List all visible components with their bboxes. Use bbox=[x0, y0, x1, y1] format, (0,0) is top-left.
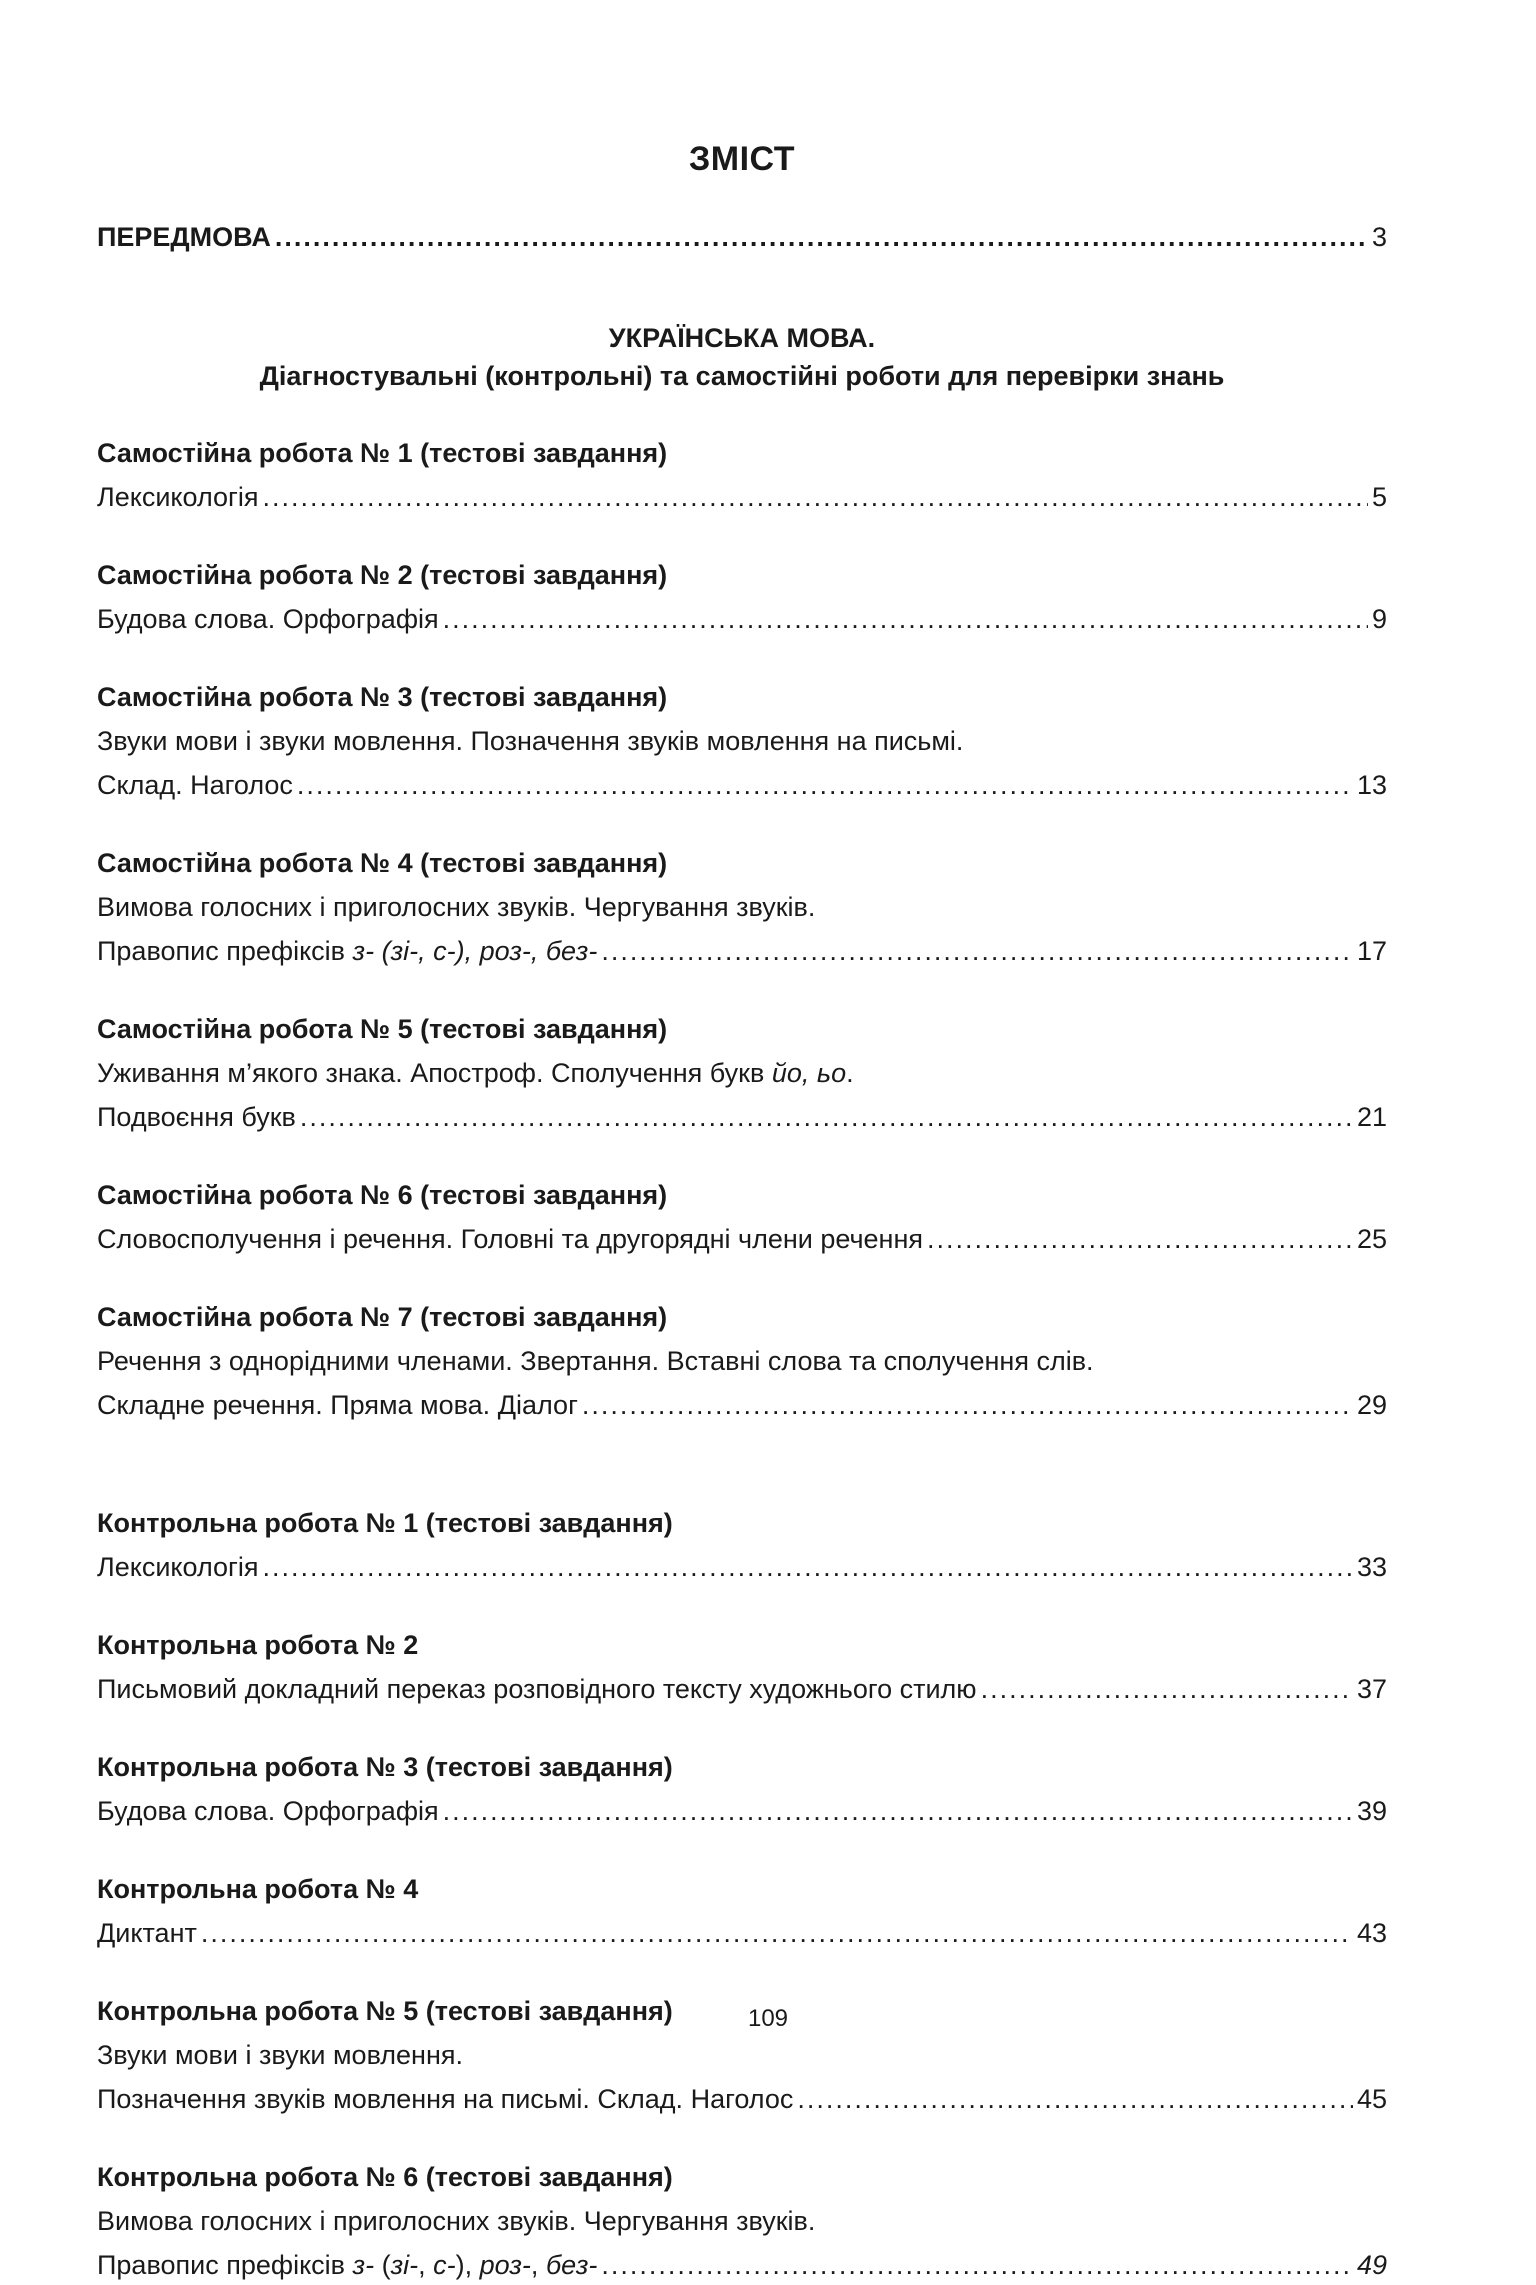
entry-label bbox=[97, 1791, 439, 1831]
entry-page: 45 bbox=[1356, 2084, 1387, 2114]
leader-dots bbox=[300, 1097, 1353, 1137]
leader-dots bbox=[927, 1219, 1353, 1259]
entry-line bbox=[97, 2035, 1387, 2075]
leader-dots bbox=[275, 217, 1368, 257]
toc-group bbox=[97, 1869, 1387, 1953]
entry-page: 13 bbox=[1356, 770, 1387, 800]
entry-label-text: Будова слова. Орфографія bbox=[97, 604, 439, 634]
toc-group bbox=[97, 555, 1387, 639]
prefix-fragment: , bbox=[530, 2250, 546, 2280]
entry-label-text: Склад. Наголос bbox=[97, 770, 293, 800]
toc-group bbox=[97, 843, 1387, 971]
toc-entry[interactable] bbox=[97, 1791, 1387, 1831]
entry-label bbox=[97, 1219, 923, 1259]
entry-label bbox=[97, 1913, 197, 1953]
entry-page: 25 bbox=[1356, 1224, 1387, 1254]
entry-heading: Контрольна робота № 6 (тестові завдання) bbox=[97, 2162, 673, 2192]
entry-label bbox=[97, 1097, 296, 1137]
prefix-fragment: з- bbox=[352, 2250, 375, 2280]
entry-page: 5 bbox=[1371, 482, 1387, 512]
entry-heading: Самостійна робота № 7 (тестові завдання) bbox=[97, 1302, 668, 1332]
entry-heading: Самостійна робота № 4 (тестові завдання) bbox=[97, 848, 668, 878]
toc-group bbox=[97, 1747, 1387, 1831]
leader-dots bbox=[582, 1385, 1353, 1425]
section-heading bbox=[97, 319, 1387, 395]
toc-group bbox=[97, 677, 1387, 805]
toc-entry[interactable] bbox=[97, 477, 1387, 517]
entry-label: ПЕРЕДМОВА bbox=[97, 222, 271, 252]
entry-page: 17 bbox=[1356, 936, 1387, 966]
entry-page: 9 bbox=[1371, 604, 1387, 634]
prefix-fragment: ( bbox=[374, 2250, 391, 2280]
entry-line-text: Вимова голосних і приголосних звуків. Чергування звуків. bbox=[97, 2206, 816, 2236]
prefix-fragment: ), bbox=[455, 2250, 480, 2280]
entry-line-text: Уживання м’якого знака. Апостроф. Сполучення букв bbox=[97, 1058, 772, 1088]
entry-page: 49 bbox=[1356, 2250, 1387, 2280]
entry-label bbox=[97, 765, 293, 805]
entry-heading: Самостійна робота № 3 (тестові завдання) bbox=[97, 682, 668, 712]
entry-label-text: Лексикологія bbox=[97, 482, 259, 512]
entry-label-text: Позначення звуків мовлення на письмі. Склад. Наголос bbox=[97, 2084, 794, 2114]
leader-dots bbox=[981, 1669, 1353, 1709]
entry-line-text: Вимова голосних і приголосних звуків. Чергування звуків. bbox=[97, 892, 816, 922]
section-subtitle: Діагностувальні (контрольні) та самостійні роботи для перевірки знань bbox=[259, 361, 1225, 391]
toc-entry-preface[interactable] bbox=[97, 217, 1387, 257]
entry-heading: Самостійна робота № 1 (тестові завдання) bbox=[97, 438, 668, 468]
entry-page: 39 bbox=[1356, 1796, 1387, 1826]
entry-label-text: Письмовий докладний переказ розповідного тексту художнього стилю bbox=[97, 1674, 977, 1704]
entry-line-end: . bbox=[846, 1058, 854, 1088]
toc-group bbox=[97, 1297, 1387, 1425]
toc-entry[interactable] bbox=[97, 1547, 1387, 1587]
entry-line-text: Звуки мови і звуки мовлення. Позначення звуків мовлення на письмі. bbox=[97, 726, 964, 756]
toc-entry[interactable] bbox=[97, 1097, 1387, 1137]
prefix-fragment: , bbox=[418, 2250, 434, 2280]
toc-page bbox=[97, 0, 1387, 2285]
page-number: 109 bbox=[747, 2005, 789, 2032]
control-works-list bbox=[97, 1503, 1387, 2285]
toc-entry[interactable] bbox=[97, 599, 1387, 639]
toc-entry[interactable] bbox=[97, 765, 1387, 805]
leader-dots bbox=[263, 1547, 1353, 1587]
entry-label-text: Лексикологія bbox=[97, 1552, 259, 1582]
entry-page: 3 bbox=[1371, 222, 1387, 252]
entry-heading: Самостійна робота № 5 (тестові завдання) bbox=[97, 1014, 668, 1044]
entry-line bbox=[97, 2201, 1387, 2241]
toc-entry[interactable] bbox=[97, 2245, 1387, 2285]
entry-label bbox=[97, 1669, 977, 1709]
entry-heading: Контрольна робота № 5 (тестові завдання) bbox=[97, 1996, 673, 2026]
entry-line bbox=[97, 887, 1387, 927]
entry-page: 43 bbox=[1356, 1918, 1387, 1948]
entry-label bbox=[97, 477, 259, 517]
toc-entry[interactable] bbox=[97, 1669, 1387, 1709]
toc-entry[interactable] bbox=[97, 1219, 1387, 1259]
leader-dots bbox=[297, 765, 1353, 805]
entry-heading: Контрольна робота № 3 (тестові завдання) bbox=[97, 1752, 673, 1782]
leader-dots bbox=[443, 599, 1368, 639]
entry-label bbox=[97, 931, 597, 971]
entry-page: 21 bbox=[1356, 1102, 1387, 1132]
entry-page: 33 bbox=[1356, 1552, 1387, 1582]
entry-page: 37 bbox=[1356, 1674, 1387, 1704]
entry-heading: Контрольна робота № 2 bbox=[97, 1630, 419, 1660]
entry-line bbox=[97, 1053, 1387, 1093]
entry-label-text: Складне речення. Пряма мова. Діалог bbox=[97, 1390, 578, 1420]
page-title: ЗМІСТ bbox=[688, 140, 796, 178]
toc-group bbox=[97, 1503, 1387, 1587]
prefix-fragment: без- bbox=[545, 2250, 598, 2280]
entry-label-text: Правопис префіксів bbox=[97, 2250, 353, 2280]
section-title: УКРАЇНСЬКА МОВА. bbox=[608, 323, 876, 353]
entry-line bbox=[97, 721, 1387, 761]
toc-entry[interactable] bbox=[97, 931, 1387, 971]
entry-label bbox=[97, 2245, 597, 2285]
entry-label-italic: з- (зі-, с-), роз-, без- bbox=[352, 936, 598, 966]
entry-label bbox=[97, 1547, 259, 1587]
leader-dots bbox=[443, 1791, 1353, 1831]
entry-label-text: Словосполучення і речення. Головні та другорядні члени речення bbox=[97, 1224, 923, 1254]
entry-heading: Контрольна робота № 1 (тестові завдання) bbox=[97, 1508, 673, 1538]
leader-dots bbox=[263, 477, 1368, 517]
entry-label-text: Будова слова. Орфографія bbox=[97, 1796, 439, 1826]
leader-dots bbox=[601, 931, 1353, 971]
toc-group bbox=[97, 433, 1387, 517]
entry-line-italic: йо, ьо bbox=[771, 1058, 847, 1088]
toc-entry[interactable] bbox=[97, 2079, 1387, 2119]
entry-line-text: Звуки мови і звуки мовлення. bbox=[97, 2040, 464, 2070]
entry-heading: Контрольна робота № 4 bbox=[97, 1874, 419, 1904]
toc-group bbox=[97, 1625, 1387, 1709]
entry-label bbox=[97, 1385, 578, 1425]
entry-label bbox=[97, 599, 439, 639]
leader-dots bbox=[797, 2079, 1353, 2119]
entry-heading: Самостійна робота № 6 (тестові завдання) bbox=[97, 1180, 668, 1210]
prefix-fragment: зі- bbox=[390, 2250, 419, 2280]
entry-heading: Самостійна робота № 2 (тестові завдання) bbox=[97, 560, 668, 590]
prefix-fragment: роз- bbox=[479, 2250, 531, 2280]
toc-entry[interactable] bbox=[97, 1385, 1387, 1425]
toc-group bbox=[97, 2157, 1387, 2285]
entry-label-text: Диктант bbox=[97, 1918, 197, 1948]
toc-group bbox=[97, 1009, 1387, 1137]
leader-dots bbox=[201, 1913, 1353, 1953]
independent-works-list bbox=[97, 433, 1387, 1425]
entry-label-text: Правопис префіксів bbox=[97, 936, 353, 966]
toc-entry[interactable] bbox=[97, 1913, 1387, 1953]
entry-page: 29 bbox=[1356, 1390, 1387, 1420]
leader-dots bbox=[601, 2245, 1353, 2285]
entry-label-text: Подвоєння букв bbox=[97, 1102, 296, 1132]
prefix-fragment: с- bbox=[433, 2250, 456, 2280]
toc-group bbox=[97, 1175, 1387, 1259]
entry-line-text: Речення з однорідними членами. Звертання. Вставні слова та сполучення слів. bbox=[97, 1346, 1094, 1376]
entry-line bbox=[97, 1341, 1387, 1381]
entry-label bbox=[97, 2079, 793, 2119]
